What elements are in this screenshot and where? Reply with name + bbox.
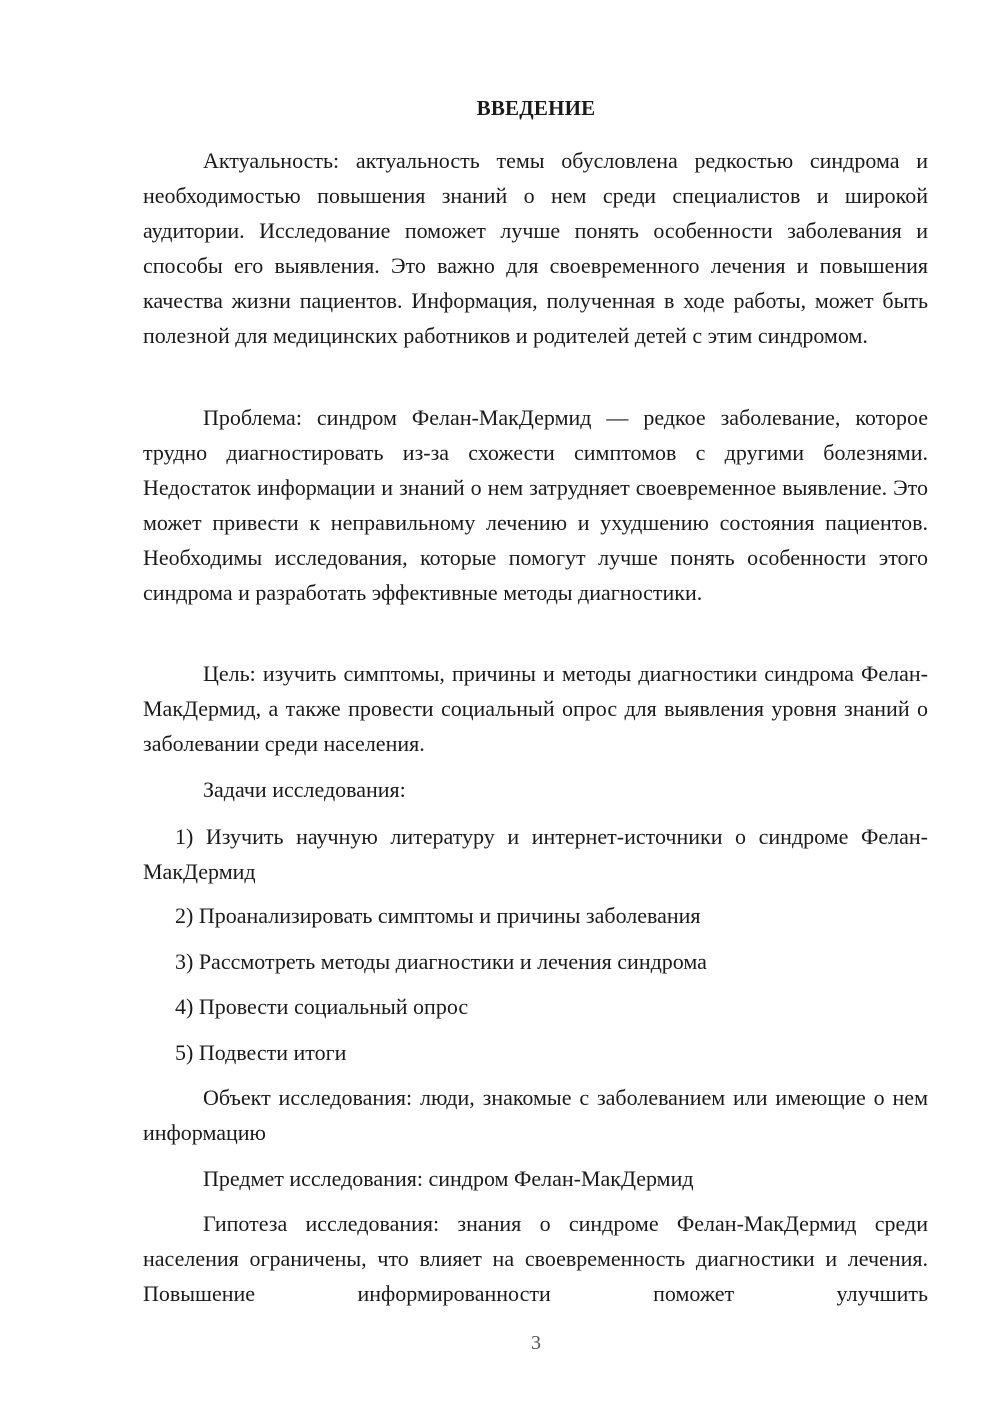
tasks-heading: Задачи исследования: [203,777,406,802]
paragraph-hypothesis: Гипотеза исследования: знания о синдроме Фелан-МакДермид среди населения ограничены, что влияет на своевременность диагностики и лечения. Повышение информированности поможет улучшить [143,1211,928,1306]
paragraph-goal: Цель: изучить симптомы, причины и методы диагностики синдрома Фелан-МакДермид, а также провести социальный опрос для выявления уровня знаний о заболевании среди населения. [143,661,928,756]
paragraph-relevance: Актуальность: актуальность темы обусловлена редкостью синдрома и необходимостью повышения знаний о нем среди специалистов и широкой аудитории. Исследование поможет лучше понять особенности заболевания и способы его выявления. Это важно для своевременного лечения и повышения качества жизни пациентов. Информация, полученная в ходе работы, может быть полезной для медицинских работников и родителей детей с этим синдромом. [143,148,928,348]
paragraph-object: Объект исследования: люди, знакомые с заболеванием или имеющие о нем информацию [143,1085,928,1145]
task-item-2: 2) Проанализировать симптомы и причины заболевания [175,903,701,928]
paragraph-subject: Предмет исследования: синдром Фелан-МакДермид [203,1166,694,1191]
task-item-3: 3) Рассмотреть методы диагностики и лечения синдрома [175,949,707,974]
task-item-4: 4) Провести социальный опрос [175,994,469,1019]
section-title: ВВЕДЕНИЕ [476,96,596,120]
page-number: 3 [531,1332,541,1354]
paragraph-problem: Проблема: синдром Фелан-МакДермид — редкое заболевание, которое трудно диагностировать из-за схожести симптомов с другими болезнями. Недостаток информации и знаний о нем затрудняет своевременное выявление. Это может привести к неправильному лечению и ухудшению состояния пациентов. Необходимы исследования, которые помогут лучше понять особенности этого синдрома и разработать эффективные методы диагностики. [143,405,928,605]
task-item-1: 1) Изучить научную литературу и интернет-источники о синдроме Фелан-МакДермид [143,824,928,884]
task-item-5: 5) Подвести итоги [175,1040,347,1065]
